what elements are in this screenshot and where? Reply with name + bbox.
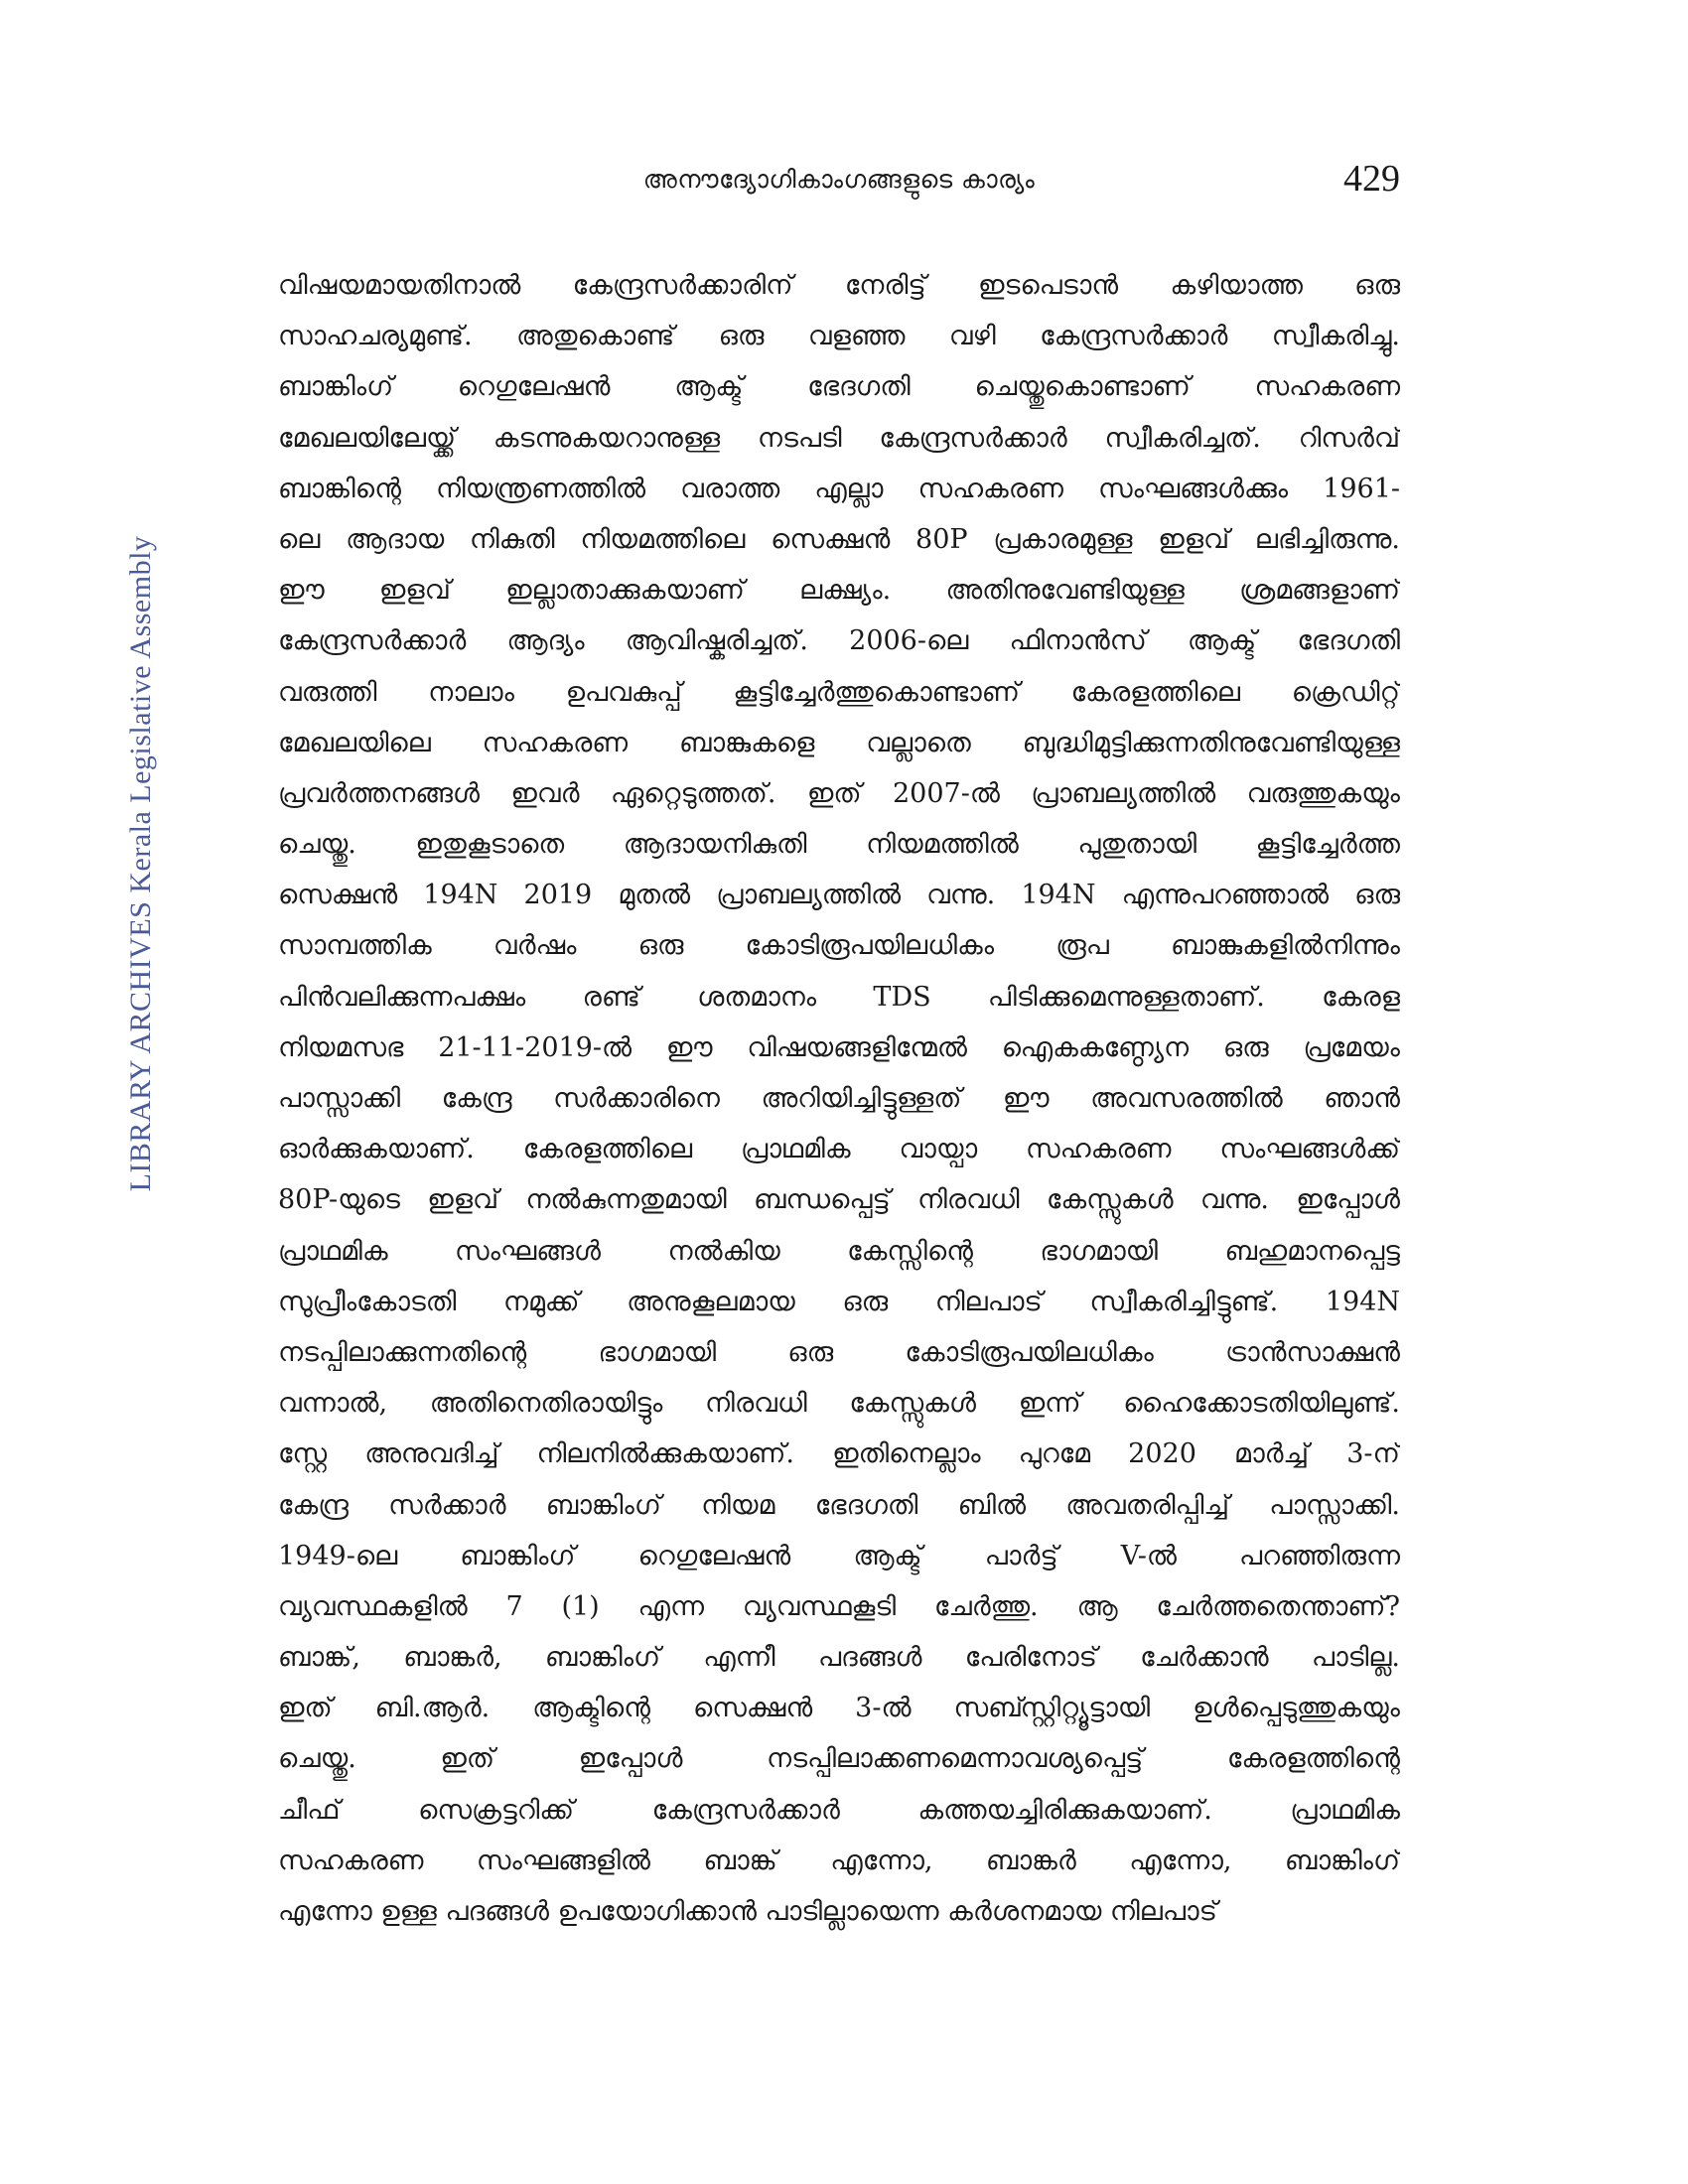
body-line: ബാങ്കിന്റെ നിയന്ത്രണത്തിൽ വരാത്ത എല്ലാ സഹകരണ സംഘങ്ങൾക്കും 1961- — [278, 473, 1400, 504]
body-line: ചെയ്തു. ഇത് ഇപ്പോൾ നടപ്പിലാക്കണമെന്നാവശ്യപ്പെട്ട് കേരളത്തിന്റെ — [278, 1743, 1400, 1775]
body-line: സാമ്പത്തിക വർഷം ഒരു കോടിരൂപയിലധികം രൂപ ബാങ്കുകളിൽനിന്നും — [278, 930, 1400, 962]
body-line: സാഹചര്യമുണ്ട്. അതുകൊണ്ട് ഒരു വളഞ്ഞ വഴി കേന്ദ്രസർക്കാർ സ്വീകരിച്ചു. — [278, 321, 1400, 352]
page-number: 429 — [1343, 158, 1400, 200]
body-line: വന്നാൽ, അതിനെതിരായിട്ടും നിരവധി കേസ്സുകൾ ഇന്ന് ഹൈക്കോടതിയിലുണ്ട്. — [278, 1388, 1400, 1420]
body-line: പാസ്സാക്കി കേന്ദ്ര സർക്കാരിനെ അറിയിച്ചിട്ടുള്ളത് ഈ അവസരത്തിൽ ഞാൻ — [278, 1083, 1400, 1114]
body-text — [278, 260, 1400, 1937]
body-line: 80P-യുടെ ഇളവ് നൽകുന്നതുമായി ബന്ധപ്പെട്ട് നിരവധി കേസ്സുകൾ വന്നു. ഇപ്പോൾ — [278, 1184, 1400, 1216]
watermark-text: LIBRARY ARCHIVES Kerala Legislative Assembly — [124, 535, 157, 1192]
body-line: കേന്ദ്ര സർക്കാർ ബാങ്കിംഗ് നിയമ ഭേദഗതി ബിൽ അവതരിപ്പിച്ച് പാസ്സാക്കി. — [278, 1489, 1400, 1521]
body-line: ഓർക്കുകയാണ്. കേരളത്തിലെ പ്രാഥമിക വായ്പാ സഹകരണ സംഘങ്ങൾക്ക് — [278, 1134, 1400, 1165]
body-line: വരുത്തി നാലാം ഉപവകുപ്പ് കൂട്ടിച്ചേർത്തുകൊണ്ടാണ് കേരളത്തിലെ ക്രെഡിറ്റ് — [278, 676, 1400, 708]
body-line: സഹകരണ സംഘങ്ങളിൽ ബാങ്ക് എന്നോ, ബാങ്കർ എന്നോ, ബാങ്കിംഗ് — [278, 1844, 1400, 1876]
body-line: പിൻവലിക്കുന്നപക്ഷം രണ്ട് ശതമാനം TDS പിടിക്കുമെന്നുള്ളതാണ്. കേരള — [278, 981, 1400, 1013]
body-line: നിയമസഭ 21-11-2019-ൽ ഈ വിഷയങ്ങളിന്മേൽ ഐകകണ്ഠ്യേന ഒരു പ്രമേയം — [278, 1031, 1400, 1063]
body-line: സെക്ഷൻ 194N 2019 മുതൽ പ്രാബല്യത്തിൽ വന്നു. 194N എന്നുപറഞ്ഞാൽ ഒരു — [278, 880, 1400, 911]
body-line: സ്റ്റേ അനുവദിച്ച് നിലനിൽക്കുകയാണ്. ഇതിനെല്ലാം പുറമേ 2020 മാർച്ച് 3-ന് — [278, 1438, 1400, 1470]
body-line: വിഷയമായതിനാൽ കേന്ദ്രസർക്കാരിന് നേരിട്ട് ഇടപെടാൻ കഴിയാത്ത ഒരു — [278, 270, 1400, 301]
library-archives-watermark — [111, 535, 171, 1192]
body-line: എന്നോ ഉള്ള പദങ്ങൾ ഉപയോഗിക്കാൻ പാടില്ലായെന്ന കർശനമായ നിലപാട് — [278, 1896, 1217, 1927]
body-line: ഇത് ബി.ആർ. ആക്ടിന്റെ സെക്ഷൻ 3-ൽ സബ്സ്റ്റിറ്റ്യൂട്ടായി ഉൾപ്പെടുത്തുകയും — [278, 1693, 1400, 1724]
running-header — [278, 157, 1400, 206]
body-line: നടപ്പിലാക്കുന്നതിന്റെ ഭാഗമായി ഒരു കോടിരൂപയിലധികം ട്രാൻസാക്ഷൻ — [278, 1336, 1400, 1368]
body-line: സുപ്രീംകോടതി നമുക്ക് അനുകൂലമായ ഒരു നിലപാട് സ്വീകരിച്ചിട്ടുണ്ട്. 194N — [278, 1286, 1400, 1317]
body-line: മേഖലയിലേയ്ക്ക് കടന്നുകയറാനുള്ള നടപടി കേന്ദ്രസർക്കാർ സ്വീകരിച്ചത്. റിസർവ് — [278, 422, 1400, 454]
body-line: ബാങ്ക്, ബാങ്കർ, ബാങ്കിംഗ് എന്നീ പദങ്ങൾ പേരിനോട് ചേർക്കാൻ പാടില്ല. — [278, 1642, 1400, 1674]
body-line: കേന്ദ്രസർക്കാർ ആദ്യം ആവിഷ്കരിച്ചത്. 2006-ലെ ഫിനാൻസ് ആക്ട് ഭേദഗതി — [278, 625, 1400, 657]
body-line: 1949-ലെ ബാങ്കിംഗ് റെഗുലേഷൻ ആക്ട് പാർട്ട് V-ൽ പറഞ്ഞിരുന്ന — [278, 1540, 1400, 1571]
body-line: ചെയ്തു. ഇതുകൂടാതെ ആദായനികുതി നിയമത്തിൽ പുതുതായി കൂട്ടിച്ചേർത്ത — [278, 829, 1400, 861]
body-line: പ്രവർത്തനങ്ങൾ ഇവർ ഏറ്റെടുത്തത്. ഇത് 2007-ൽ പ്രാബല്യത്തിൽ വരുത്തുകയും — [278, 777, 1400, 809]
body-line: ഈ ഇളവ് ഇല്ലാതാക്കുകയാണ് ലക്ഷ്യം. അതിനുവേണ്ടിയുള്ള ശ്രമങ്ങളാണ് — [278, 575, 1400, 607]
body-line: ലെ ആദായ നികുതി നിയമത്തിലെ സെക്ഷൻ 80P പ്രകാരമുള്ള ഇളവ് ലഭിച്ചിരുന്നു. — [278, 523, 1400, 555]
body-line: ചീഫ് സെക്രട്ടറിക്ക് കേന്ദ്രസർക്കാർ കത്തയച്ചിരിക്കുകയാണ്. പ്രാഥമിക — [278, 1794, 1400, 1826]
body-line: മേഖലയിലെ സഹകരണ ബാങ്കുകളെ വല്ലാതെ ബുദ്ധിമുട്ടിക്കുന്നതിനുവേണ്ടിയുള്ള — [278, 727, 1400, 758]
running-title: അനൗദ്യോഗികാംഗങ്ങളുടെ കാര്യം — [642, 165, 1036, 194]
body-line: പ്രാഥമിക സംഘങ്ങൾ നൽകിയ കേസ്സിന്റെ ഭാഗമായി ബഹുമാനപ്പെട്ട — [278, 1235, 1400, 1267]
body-line: വ്യവസ്ഥകളിൽ 7 (1) എന്ന വ്യവസ്ഥകൂടി ചേർത്തു. ആ ചേർത്തതെന്താണ്? — [278, 1590, 1400, 1622]
body-line: ബാങ്കിംഗ് റെഗുലേഷൻ ആക്ട് ഭേദഗതി ചെയ്തുകൊണ്ടാണ് സഹകരണ — [278, 371, 1400, 403]
